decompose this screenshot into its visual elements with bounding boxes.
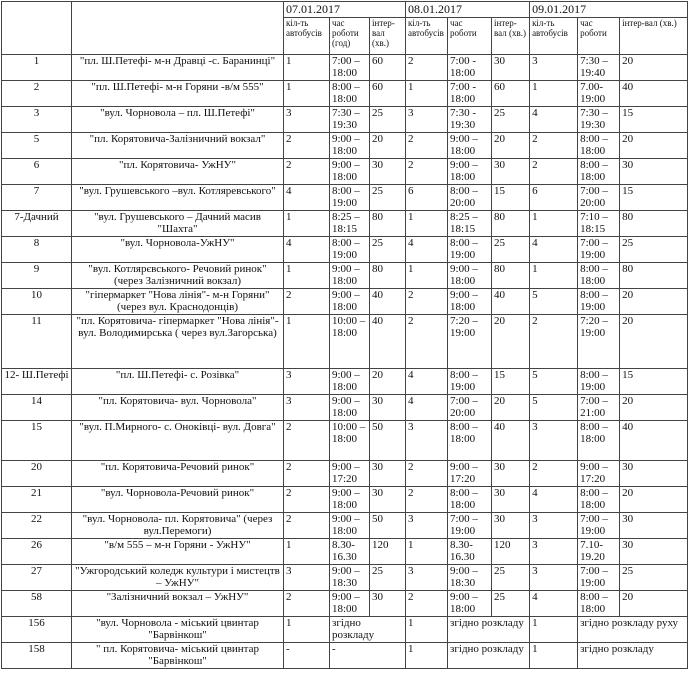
route-number: 3	[2, 107, 72, 133]
route-number: 15	[2, 421, 72, 461]
table-row	[2, 539, 688, 565]
bus-count: 1	[406, 263, 448, 289]
interval: 20	[492, 133, 530, 159]
work-hours: 8:00 – 18:00	[578, 591, 620, 617]
route-number: 20	[2, 461, 72, 487]
work-hours: 7:00 – 18:00	[330, 55, 370, 81]
bus-count: 5	[530, 289, 578, 315]
table-row	[2, 185, 688, 211]
interval: 30	[370, 591, 406, 617]
work-hours: 10:00 – 18:00	[330, 315, 370, 369]
interval: 25	[492, 237, 530, 263]
work-hours: 9:00 – 18:00	[448, 289, 492, 315]
schedule-note: згідно розкладу	[448, 617, 530, 643]
bus-count: 3	[406, 513, 448, 539]
interval: 80	[492, 211, 530, 237]
interval: 20	[620, 289, 688, 315]
header-number-cell	[2, 2, 72, 55]
bus-count: 3	[284, 565, 330, 591]
interval: 15	[620, 185, 688, 211]
table-row	[2, 159, 688, 185]
interval: 20	[620, 591, 688, 617]
interval: 30	[620, 159, 688, 185]
bus-count: 3	[530, 565, 578, 591]
interval: 15	[492, 185, 530, 211]
header-route-cell	[72, 2, 284, 55]
bus-count: 4	[530, 107, 578, 133]
interval: 50	[370, 513, 406, 539]
interval: 120	[370, 539, 406, 565]
bus-count: 3	[406, 565, 448, 591]
interval: 80	[370, 211, 406, 237]
interval: 40	[620, 421, 688, 461]
bus-count: 3	[406, 107, 448, 133]
interval: 80	[492, 263, 530, 289]
bus-count: 1	[406, 539, 448, 565]
bus-count: 3	[406, 421, 448, 461]
bus-count: 5	[530, 395, 578, 421]
route-number: 7	[2, 185, 72, 211]
bus-count: 1	[530, 643, 578, 669]
bus-count: 1	[284, 617, 330, 643]
table-row	[2, 617, 688, 643]
interval: 30	[370, 461, 406, 487]
subheader-buses: кіл-ть автобусів	[406, 18, 448, 55]
interval: 30	[492, 513, 530, 539]
table-row	[2, 369, 688, 395]
interval: 40	[492, 421, 530, 461]
bus-count: 1	[284, 263, 330, 289]
work-hours: 9:00 – 18:30	[330, 565, 370, 591]
subheader-interval: інтер-вал (хв.)	[370, 18, 406, 55]
bus-count: 2	[284, 421, 330, 461]
interval: 20	[620, 133, 688, 159]
table-row	[2, 133, 688, 159]
work-hours: 8:25 – 18:15	[448, 211, 492, 237]
header-dates-row	[2, 2, 688, 18]
bus-count: 4	[406, 369, 448, 395]
bus-count: 1	[284, 81, 330, 107]
bus-count: -	[284, 643, 330, 669]
route-number: 8	[2, 237, 72, 263]
work-hours: 10:00 – 18:00	[330, 421, 370, 461]
work-hours: 8:00 – 18:00	[578, 487, 620, 513]
route-name: "вул. Чорновола – пл. Ш.Петефі"	[72, 107, 284, 133]
interval: 15	[492, 369, 530, 395]
work-hours: 9:00 – 17:20	[578, 461, 620, 487]
bus-count: 3	[284, 395, 330, 421]
bus-count: 1	[530, 617, 578, 643]
bus-count: 5	[530, 369, 578, 395]
interval: 60	[370, 81, 406, 107]
work-hours: 7:30 - 19:30	[448, 107, 492, 133]
interval: 30	[620, 513, 688, 539]
work-hours: 8:00 – 19:00	[448, 369, 492, 395]
work-hours: 7.00- 19:00	[578, 81, 620, 107]
table-row	[2, 237, 688, 263]
bus-count: 4	[530, 591, 578, 617]
table-row	[2, 315, 688, 369]
route-name: "пл. Корятовича- гіпермаркет "Нова лінія"- вул. Володимирська ( через вул.Загорська)	[72, 315, 284, 369]
work-hours: 7:30 – 19:30	[578, 107, 620, 133]
route-name: "пл. Ш.Петефі- м-н Горяни -в/м 555"	[72, 81, 284, 107]
route-name: "пл. Корятовича-Залізничний вокзал"	[72, 133, 284, 159]
interval: 60	[492, 81, 530, 107]
route-name: "Залізничний вокзал – УжНУ"	[72, 591, 284, 617]
route-name: "вул. Чорновола-Речовий ринок"	[72, 487, 284, 513]
work-hours: 9:00 – 17:20	[330, 461, 370, 487]
interval: 30	[492, 55, 530, 81]
bus-count: 2	[530, 133, 578, 159]
work-hours: 7:30 – 19:30	[330, 107, 370, 133]
route-name: "пл. Корятовича-Речовий ринок"	[72, 461, 284, 487]
interval: 40	[370, 315, 406, 369]
table-row	[2, 395, 688, 421]
interval: 50	[370, 421, 406, 461]
bus-count: 2	[406, 487, 448, 513]
route-name: "вул. Чорновола- пл. Корятовича" (через вул.Перемоги)	[72, 513, 284, 539]
interval: 30	[370, 159, 406, 185]
route-number: 26	[2, 539, 72, 565]
bus-count: 2	[284, 289, 330, 315]
route-name: "в/м 555 – м-н Горяни - УжНУ"	[72, 539, 284, 565]
bus-count: 2	[406, 315, 448, 369]
work-hours: 7:00 – 19:00	[578, 513, 620, 539]
schedule-note: згідно розкладу	[578, 643, 688, 669]
interval: 30	[620, 461, 688, 487]
work-hours: 9:00 – 18:00	[330, 159, 370, 185]
route-name: "вул. Грушевського –вул. Котляревського"	[72, 185, 284, 211]
bus-count: 3	[284, 107, 330, 133]
bus-count: 1	[530, 263, 578, 289]
bus-count: 2	[284, 487, 330, 513]
interval: 80	[620, 211, 688, 237]
work-hours: 9:00 – 18:00	[448, 133, 492, 159]
schedule-note: -	[330, 643, 406, 669]
work-hours: 9:00 – 18:30	[448, 565, 492, 591]
route-number: 10	[2, 289, 72, 315]
work-hours: 7:20 – 19:00	[448, 315, 492, 369]
interval: 15	[620, 369, 688, 395]
route-name: "вул. Котлярєвського- Речовий ринок" (через Залізничний вокзал)	[72, 263, 284, 289]
schedule-note: згідно розкладу	[330, 617, 406, 643]
bus-count: 1	[284, 211, 330, 237]
interval: 20	[620, 487, 688, 513]
route-name: "пл. Ш.Петефі- с. Розівка"	[72, 369, 284, 395]
work-hours: 8:00 – 19:00	[448, 237, 492, 263]
table-row	[2, 461, 688, 487]
work-hours: 9:00 – 18:00	[330, 133, 370, 159]
route-number: 22	[2, 513, 72, 539]
interval: 20	[370, 133, 406, 159]
work-hours: 7:00 – 19:00	[578, 237, 620, 263]
work-hours: 9:00 – 18:00	[448, 263, 492, 289]
bus-count: 2	[406, 133, 448, 159]
bus-count: 3	[530, 539, 578, 565]
bus-count: 1	[406, 643, 448, 669]
bus-count: 2	[530, 461, 578, 487]
bus-count: 1	[406, 617, 448, 643]
route-name: "пл. Ш.Петефі- м-н Дравці -с. Баранинці"	[72, 55, 284, 81]
bus-count: 3	[530, 55, 578, 81]
route-number: 7-Дачний	[2, 211, 72, 237]
work-hours: 8:25 – 18:15	[330, 211, 370, 237]
route-number: 58	[2, 591, 72, 617]
bus-count: 2	[284, 513, 330, 539]
work-hours: 9:00 – 18:00	[330, 513, 370, 539]
work-hours: 7:00 – 20:00	[448, 395, 492, 421]
table-row	[2, 643, 688, 669]
route-name: "вул. Чорновола-УжНУ"	[72, 237, 284, 263]
route-name: "пл. Корятовича- УжНУ"	[72, 159, 284, 185]
table-row	[2, 565, 688, 591]
interval: 60	[370, 55, 406, 81]
bus-count: 1	[284, 55, 330, 81]
route-name: "вул. П.Мирного- с. Оноківці- вул. Довга"	[72, 421, 284, 461]
subheader-hours: час роботи (год)	[330, 18, 370, 55]
table-row	[2, 421, 688, 461]
schedule-note: згідно розкладу руху	[578, 617, 688, 643]
work-hours: 8:00 – 18:00	[330, 81, 370, 107]
route-number: 9	[2, 263, 72, 289]
route-name: "вул. Грушевського – Дачний масив "Шахта"	[72, 211, 284, 237]
route-number: 21	[2, 487, 72, 513]
work-hours: 7:00 - 18:00	[448, 81, 492, 107]
interval: 30	[492, 461, 530, 487]
bus-count: 4	[406, 395, 448, 421]
table-row	[2, 289, 688, 315]
date-header-3: 09.01.2017	[530, 2, 688, 18]
work-hours: 8:00 – 18:00	[578, 159, 620, 185]
table-row	[2, 107, 688, 133]
route-name: "пл. Корятовича- вул. Чорновола"	[72, 395, 284, 421]
bus-count: 2	[406, 159, 448, 185]
interval: 30	[370, 487, 406, 513]
bus-count: 4	[530, 487, 578, 513]
interval: 40	[620, 81, 688, 107]
subheader-hours: час роботи	[578, 18, 620, 55]
subheader-buses: кіл-ть автобусів	[284, 18, 330, 55]
bus-count: 2	[530, 159, 578, 185]
route-number: 2	[2, 81, 72, 107]
bus-count: 1	[284, 315, 330, 369]
interval: 25	[492, 107, 530, 133]
work-hours: 8:00 – 19:00	[578, 289, 620, 315]
date-header-1: 07.01.2017	[284, 2, 406, 18]
interval: 25	[370, 107, 406, 133]
route-number: 11	[2, 315, 72, 369]
bus-count: 1	[284, 539, 330, 565]
work-hours: 7:00 – 19:00	[448, 513, 492, 539]
bus-count: 2	[284, 591, 330, 617]
work-hours: 8:00 – 19:00	[330, 237, 370, 263]
bus-count: 3	[284, 369, 330, 395]
interval: 25	[370, 185, 406, 211]
interval: 20	[620, 55, 688, 81]
subheader-buses: кіл-ть автобусів	[530, 18, 578, 55]
table-row	[2, 487, 688, 513]
work-hours: 9:00 – 18:00	[448, 159, 492, 185]
interval: 25	[620, 565, 688, 591]
interval: 30	[492, 159, 530, 185]
table-row	[2, 55, 688, 81]
route-name: " пл. Корятовича- міський цвинтар "Барвінкош"	[72, 643, 284, 669]
route-number: 14	[2, 395, 72, 421]
work-hours: 7:00 – 19:00	[578, 565, 620, 591]
work-hours: 8:00 – 20:00	[448, 185, 492, 211]
work-hours: 9:00 – 18:00	[330, 591, 370, 617]
bus-count: 2	[406, 461, 448, 487]
interval: 25	[492, 565, 530, 591]
route-name: "вул. Чорновола - міський цвинтар "Барвінкош"	[72, 617, 284, 643]
interval: 30	[370, 395, 406, 421]
bus-count: 1	[530, 211, 578, 237]
interval: 30	[620, 539, 688, 565]
work-hours: 8:00 – 19:00	[330, 185, 370, 211]
route-number: 158	[2, 643, 72, 669]
route-number: 1	[2, 55, 72, 81]
route-number: 27	[2, 565, 72, 591]
interval: 80	[370, 263, 406, 289]
work-hours: 8:00 – 18:00	[448, 487, 492, 513]
table-row	[2, 591, 688, 617]
work-hours: 9:00 – 17:20	[448, 461, 492, 487]
work-hours: 7.10- 19.20	[578, 539, 620, 565]
bus-count: 2	[406, 289, 448, 315]
work-hours: 9:00 – 18:00	[330, 395, 370, 421]
interval: 20	[492, 315, 530, 369]
bus-count: 1	[406, 211, 448, 237]
table-row	[2, 81, 688, 107]
bus-count: 2	[284, 133, 330, 159]
table-row	[2, 263, 688, 289]
work-hours: 8:00 – 19:00	[578, 369, 620, 395]
bus-count: 4	[530, 237, 578, 263]
interval: 25	[620, 237, 688, 263]
bus-count: 6	[406, 185, 448, 211]
bus-count: 2	[284, 461, 330, 487]
interval: 20	[620, 395, 688, 421]
work-hours: 7:00 - 18:00	[448, 55, 492, 81]
work-hours: 8:00 – 18:00	[578, 263, 620, 289]
interval: 25	[370, 237, 406, 263]
bus-count: 2	[406, 591, 448, 617]
interval: 40	[492, 289, 530, 315]
bus-count: 2	[406, 55, 448, 81]
work-hours: 7:20 – 19:00	[578, 315, 620, 369]
route-number: 12- Ш.Петефі	[2, 369, 72, 395]
bus-count: 3	[530, 421, 578, 461]
bus-count: 2	[284, 159, 330, 185]
schedule-body	[2, 55, 688, 669]
subheader-interval: інтер-вал (хв.)	[492, 18, 530, 55]
subheader-hours: час роботи	[448, 18, 492, 55]
bus-count: 6	[530, 185, 578, 211]
work-hours: 9:00 – 18:00	[330, 263, 370, 289]
date-header-2: 08.01.2017	[406, 2, 530, 18]
subheader-interval: інтер-вал (хв.)	[620, 18, 688, 55]
bus-count: 3	[530, 513, 578, 539]
interval: 30	[492, 487, 530, 513]
interval: 80	[620, 263, 688, 289]
bus-count: 1	[530, 81, 578, 107]
interval: 120	[492, 539, 530, 565]
work-hours: 9:00 – 18:00	[330, 487, 370, 513]
bus-count: 2	[530, 315, 578, 369]
schedule-note: згідно розкладу	[448, 643, 530, 669]
work-hours: 7:00 – 21:00	[578, 395, 620, 421]
work-hours: 7:00 – 20:00	[578, 185, 620, 211]
work-hours: 7:10 – 18:15	[578, 211, 620, 237]
work-hours: 8:00 – 18:00	[578, 421, 620, 461]
interval: 40	[370, 289, 406, 315]
bus-count: 4	[284, 237, 330, 263]
route-name: "Ужгородський коледж культури і мистецтв – УжНУ"	[72, 565, 284, 591]
route-name: "гіпермаркет "Нова лінія"- м-н Горяни" (через вул. Краснодонців)	[72, 289, 284, 315]
work-hours: 7:30 – 19:40	[578, 55, 620, 81]
route-number: 6	[2, 159, 72, 185]
route-number: 5	[2, 133, 72, 159]
table-row	[2, 513, 688, 539]
bus-count: 4	[406, 237, 448, 263]
work-hours: 8:00 – 18:00	[448, 421, 492, 461]
work-hours: 8.30- 16.30	[448, 539, 492, 565]
interval: 25	[370, 565, 406, 591]
table-row	[2, 211, 688, 237]
bus-count: 1	[406, 81, 448, 107]
work-hours: 8.30- 16.30	[330, 539, 370, 565]
interval: 20	[492, 395, 530, 421]
route-number: 156	[2, 617, 72, 643]
bus-count: 4	[284, 185, 330, 211]
work-hours: 8:00 – 18:00	[578, 133, 620, 159]
work-hours: 9:00 – 18:00	[330, 289, 370, 315]
interval: 25	[492, 591, 530, 617]
interval: 15	[620, 107, 688, 133]
work-hours: 9:00 – 18:00	[330, 369, 370, 395]
interval: 20	[370, 369, 406, 395]
bus-schedule-table	[1, 1, 688, 669]
interval: 20	[620, 315, 688, 369]
work-hours: 9:00 – 18:00	[448, 591, 492, 617]
